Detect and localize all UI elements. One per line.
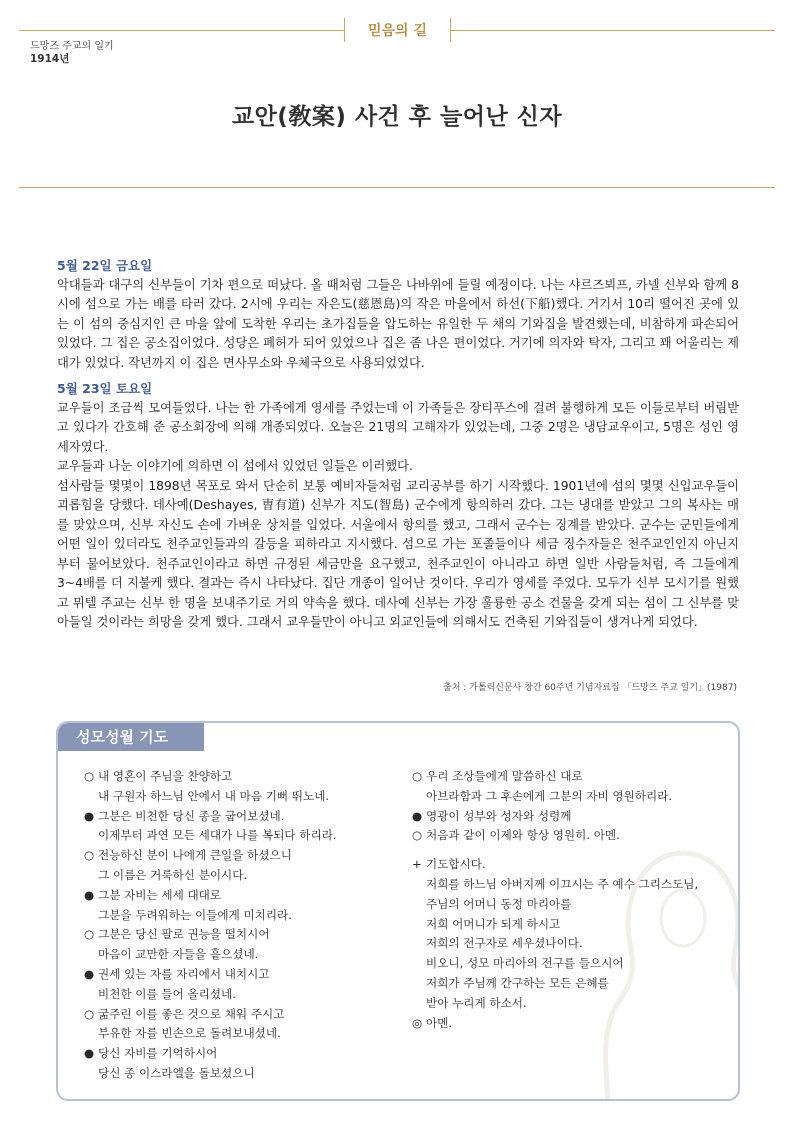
entry-date: 5월 22일 금요일 — [57, 258, 153, 273]
closing-prayer-line: 저희 어머니가 되게 하시고 — [426, 916, 561, 931]
prayer-line: ○ 내 영혼이 주님을 찬양하고 — [84, 769, 233, 783]
prayer-line: ● 영광이 성부와 성자와 성령께 — [412, 808, 572, 823]
header-rule-left — [19, 30, 344, 31]
magnificat-left-column — [84, 767, 404, 1084]
magnificat-right-column — [412, 767, 732, 1033]
prayer-line: ○ 굶주린 이를 좋은 것으로 채워 주시고 — [84, 1006, 285, 1021]
prayer-line: ● 그분은 비천한 당신 종을 굽어보셨네. — [84, 808, 285, 823]
entry-paragraph: 악대들과 대구의 신부들이 기차 편으로 떠났다. 올 때처럼 그들은 나바위에 들릴 예정이다. 나는 샤르즈뵈프, 카넬 신부와 함께 8시에 섬으로 가는 배를 타러 갔다. 2시에 우리는 자은도(慈恩島)의 작은 마을에서 하선(下船)했다. 거기서 10리 떨어진 곳에 있는 이 섬의 중심지인 큰 마을 앞에 도착한 우리는 초가집들을 압도하는 유일한 두 채의 기와집을 발견했는데, 비참하게 파손되어 있었다. 그 집은 공소집이었다. 성당은 폐허가 되어 있었으나 집은 좀 나은 편이었다. 거기에 의자와 탁자, 그리고 꽤 어울리는 제대가 있었다. 작년까지 이 집은 면사무소와 우체국으로 사용되었었다. — [57, 277, 739, 370]
closing-prayer-line: + 기도합시다. — [412, 857, 486, 872]
closing-prayer-line: 받아 누리게 하소서. — [426, 995, 527, 1010]
entry-paragraph: 교우들과 나눈 이야기에 의하면 이 섬에서 있었던 일들은 이러했다. — [57, 459, 413, 473]
prayer-line: ○ 처음과 같이 이제와 항상 영원히. 아멘. — [412, 828, 620, 843]
entry-date: 5월 23일 토요일 — [57, 381, 153, 396]
entry-paragraph: 섬사람들 몇몇이 1898년 목포로 와서 단순히 보통 예비자들처럼 교리공부를 하기 시작했다. 1901년에 섬의 몇몇 신입교우들이 괴롭힘을 당했다. 데사예(Deshayes, 曺有道) 신부가 지도(智島) 군수에게 항의하러 갔다. 그는 냉대를 받았고 그의 복사는 매를 맞았으며, 신부 자신도 손에 가벼운 상처를 입었다. 서울에서 항의를 했고, 그래서 군수는 징계를 받았다. 군수는 군민들에게 어떤 일이 있더라도 천주교인들과의 갈등을 피하라고 지시했다. 섬으로 가는 포졸들이나 세금 징수자들은 천주교인인지 아닌지부터 물어보았다. 천주교인이라고 하면 규정된 세금만을 요구했고, 천주교인이 아니라고 하면 일반 사람들처럼, 즉 그들에게 3~4배를 더 지불케 했다. 결과는 즉시 나타났다. 집단 개종이 일어난 것이다. 우리가 영세를 주었다. 모두가 신부 모시기를 원했고 뮈텔 주교는 신부 한 명을 보내주기로 거의 약속을 했다. 데사예 신부는 가장 훌륭한 공소 건물을 갖게 되는 섬이 그 신부를 맞아들일 것이라는 희망을 갖게 했다. 그래서 교우들만이 아니고 외교인들에 의해서도 건축된 기와집들이 생겨나게 되었다. — [57, 478, 740, 629]
prayer-line: ● 그분 자비는 세세 대대로 — [84, 887, 222, 902]
prayer-line: 비천한 이를 들어 올리셨네. — [98, 986, 236, 1001]
closing-prayer-line: 비오니, 성모 마리아의 전구를 들으시어 — [426, 956, 624, 971]
series-year: 1914년 — [30, 53, 70, 65]
page-title: 교안(敎案) 사건 후 늘어난 신자 — [231, 104, 563, 130]
source-citation: 출처 : 가톨릭신문사 창간 60주년 기념자료집 「드망즈 주교 일기」(1987) — [443, 683, 737, 693]
series-name: 드망즈 주교의 일기 — [30, 41, 114, 52]
series-label — [30, 40, 114, 66]
prayer-line: 내 구원자 하느님 안에서 내 마음 기뻐 뛰노네. — [98, 788, 330, 803]
prayer-line: 당신 종 이스라엘을 돌보셨으니 — [98, 1065, 255, 1080]
prayer-box — [56, 721, 740, 1101]
closing-prayer-line: ◎ 아멘. — [412, 1015, 453, 1030]
prayer-line: 이제부터 과연 모든 세대가 나를 복되다 하리라. — [98, 828, 337, 843]
diary-article — [57, 256, 739, 633]
prayer-line: 그분을 두려워하는 이들에게 미치리라. — [98, 907, 292, 922]
prayer-line: ● 권세 있는 자를 자리에서 내치시고 — [84, 966, 270, 981]
prayer-line: ○ 전능하신 분이 나에게 큰일을 하셨으니 — [84, 848, 292, 863]
spacer — [412, 846, 732, 855]
prayer-line: ● 당신 자비를 기억하시어 — [84, 1046, 218, 1061]
prayer-line: 마음이 교만한 자들을 흩으셨네. — [98, 947, 259, 962]
prayer-line: 부유한 자를 빈손으로 돌려보내셨네. — [98, 1026, 281, 1041]
prayer-title: 성모성월 기도 — [58, 723, 204, 751]
header-rule-right — [450, 30, 775, 31]
entry-paragraph: 교우들이 조금씩 모여들었다. 나는 한 가족에게 영세를 주었는데 이 가족들은 장티푸스에 걸려 불행하게 모든 이들로부터 버림받고 있다가 간호해 준 공소회장에 의해 개종되었다. 오늘은 21명의 고해자가 있었는데, 그중 2명은 냉담교우이고, 5명은 성인 영세자였다. — [57, 400, 739, 454]
closing-prayer-line: 주님의 어머니 동정 마리아를 — [426, 896, 572, 911]
prayer-line: ○ 우리 조상들에게 말씀하신 대로 — [412, 769, 583, 783]
prayer-line: ○ 그분은 당신 팔로 권능을 떨치시어 — [84, 927, 270, 942]
closing-prayer-line: 저희의 전구자로 세우셨나이다. — [426, 936, 583, 951]
closing-prayer-line: 저희가 주님께 간구하는 모든 은혜를 — [426, 975, 609, 990]
prayer-line: 그 이름은 거룩하신 분이시다. — [98, 867, 248, 882]
closing-prayer-line: 저희를 하느님 아버지께 이끄시는 주 예수 그리스도님, — [426, 876, 699, 891]
title-rule — [19, 187, 775, 188]
section-title: 믿음의 길 — [368, 23, 427, 39]
prayer-line: 아브라함과 그 후손에게 그분의 자비 영원하리라. — [426, 788, 673, 803]
